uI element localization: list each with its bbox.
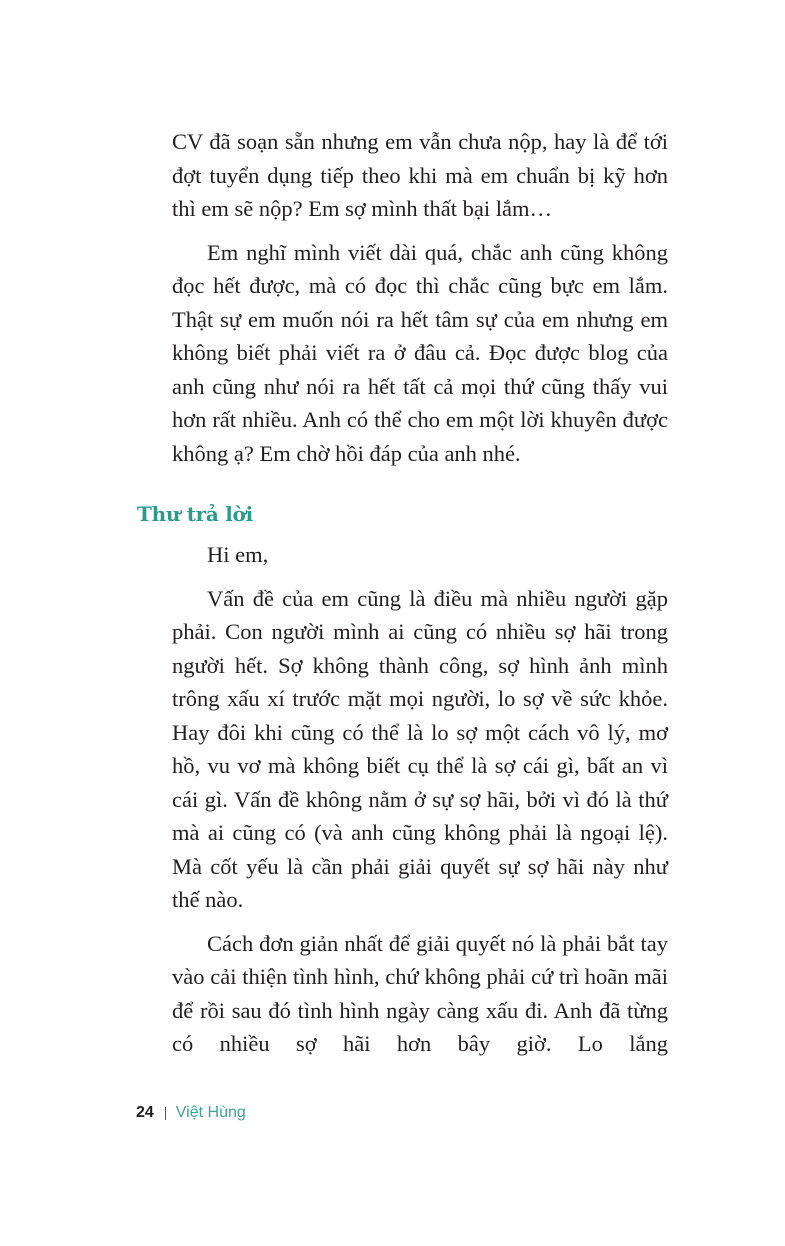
greeting: Hi em, xyxy=(207,542,269,567)
page-number: 24 xyxy=(136,1104,154,1121)
paragraph: CV đã soạn sẵn nhưng em vẫn chưa nộp, hay là để tới đợt tuyển dụng tiếp theo khi mà em chuẩn bị kỹ hơn thì em sẽ nộp? Em sợ mình thất bại lắm… xyxy=(172,129,668,221)
page-footer xyxy=(136,1104,246,1122)
section-heading: Thư trả lời xyxy=(137,502,253,526)
footer-divider xyxy=(165,1107,166,1120)
author-name: Việt Hùng xyxy=(175,1104,246,1121)
paragraph: Cách đơn giản nhất để giải quyết nó là phải bắt tay vào cải thiện tình hình, chứ không phải cứ trì hoãn mãi để rồi sau đó tình hình ngày càng xấu đi. Anh đã từng có nhiều sợ hãi hơn bây giờ. Lo lắng xyxy=(172,930,668,1056)
letter-text-block xyxy=(172,125,668,470)
reply-text-block xyxy=(172,538,668,1061)
paragraph: Em nghĩ mình viết dài quá, chắc anh cũng không đọc hết được, mà có đọc thì chắc cũng bực em lắm. Thật sự em muốn nói ra hết tâm sự của em nhưng em không biết phải viết ra ở đâu cả. Đọc được blog của anh cũng như nói ra hết tất cả mọi thứ cũng thấy vui hơn rất nhiều. Anh có thể cho em một lời khuyên được không ạ? Em chờ hồi đáp của anh nhé. xyxy=(172,239,668,466)
paragraph: Vấn đề của em cũng là điều mà nhiều người gặp phải. Con người mình ai cũng có nhiều sợ hãi trong người hết. Sợ không thành công, sợ hình ảnh mình trông xấu xí trước mặt mọi người, lo sợ về sức khỏe. Hay đôi khi cũng có thể là lo sợ một cách vô lý, mơ hồ, vu vơ mà không biết cụ thể là sợ cái gì, bất an vì cái gì. Vấn đề không nằm ở sự sợ hãi, bởi vì đó là thứ mà ai cũng có (và anh cũng không phải là ngoại lệ). Mà cốt yếu là cần phải giải quyết sự sợ hãi này như thế nào. xyxy=(172,585,668,912)
